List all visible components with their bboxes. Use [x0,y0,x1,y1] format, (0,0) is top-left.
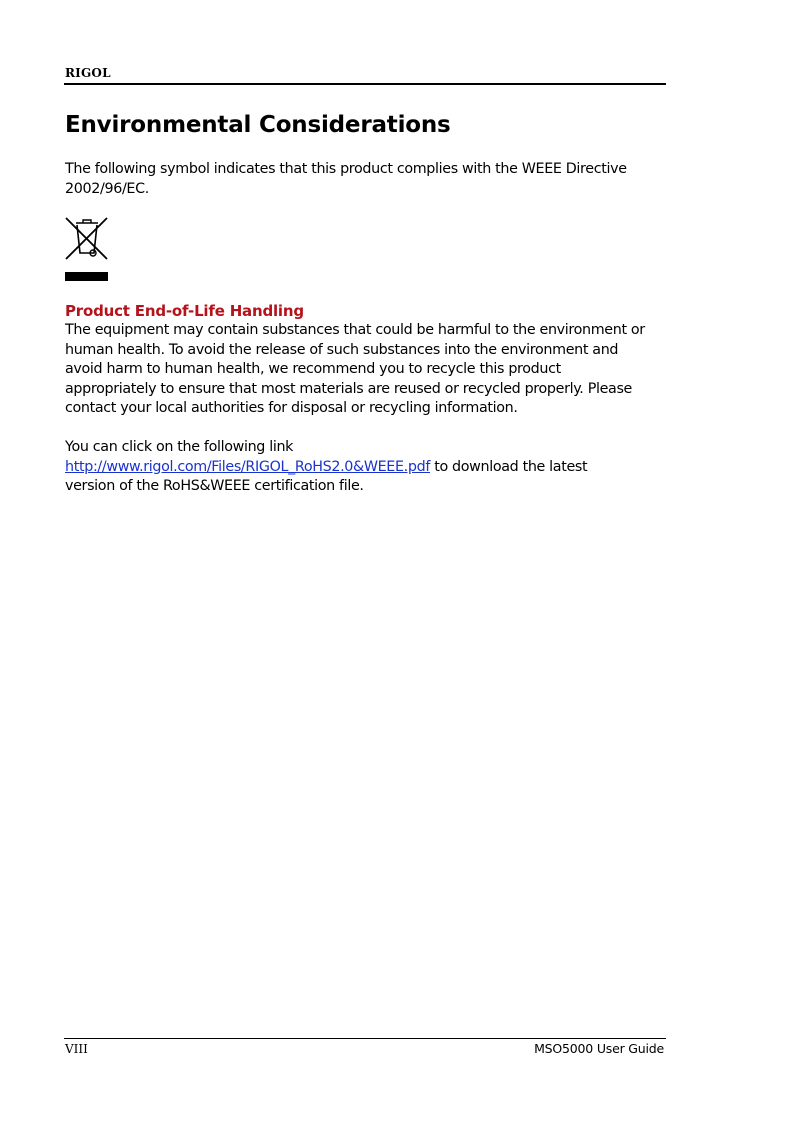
page-title: Environmental Considerations [65,112,451,138]
header-divider [64,83,666,85]
footer-page-number: VIII [65,1042,88,1056]
download-suffix: to download the latest [430,458,588,475]
crossed-out-wheeled-bin-icon [64,215,110,283]
intro-paragraph [65,160,665,199]
section-heading: Product End-of-Life Handling [65,302,304,320]
footer-guide-title: MSO5000 User Guide [534,1041,664,1056]
intro-line: 2002/96/EC. [65,180,149,197]
intro-line: The following symbol indicates that this product complies with the WEEE Directive [65,161,627,177]
paragraph-line: avoid harm to human health, we recommend you to recycle this product [65,361,561,377]
download-intro: You can click on the following link [65,439,294,455]
paragraph-line: appropriately to ensure that most materials are reused or recycled properly. Please [65,380,632,397]
footer-divider [64,1038,666,1039]
paragraph-line: human health. To avoid the release of such substances into the environment and [65,341,619,358]
download-paragraph [65,438,665,497]
header-brand: RIGOL [65,66,111,80]
rohs-weee-pdf-link[interactable]: http://www.rigol.com/Files/RIGOL_RoHS2.0&WEEE.pdf [65,458,430,475]
end-of-life-paragraph [65,321,665,419]
paragraph-line: The equipment may contain substances that could be harmful to the environment or [65,322,645,338]
download-tail: version of the RoHS&WEEE certification file. [65,478,364,494]
paragraph-line: contact your local authorities for disposal or recycling information. [65,400,518,416]
